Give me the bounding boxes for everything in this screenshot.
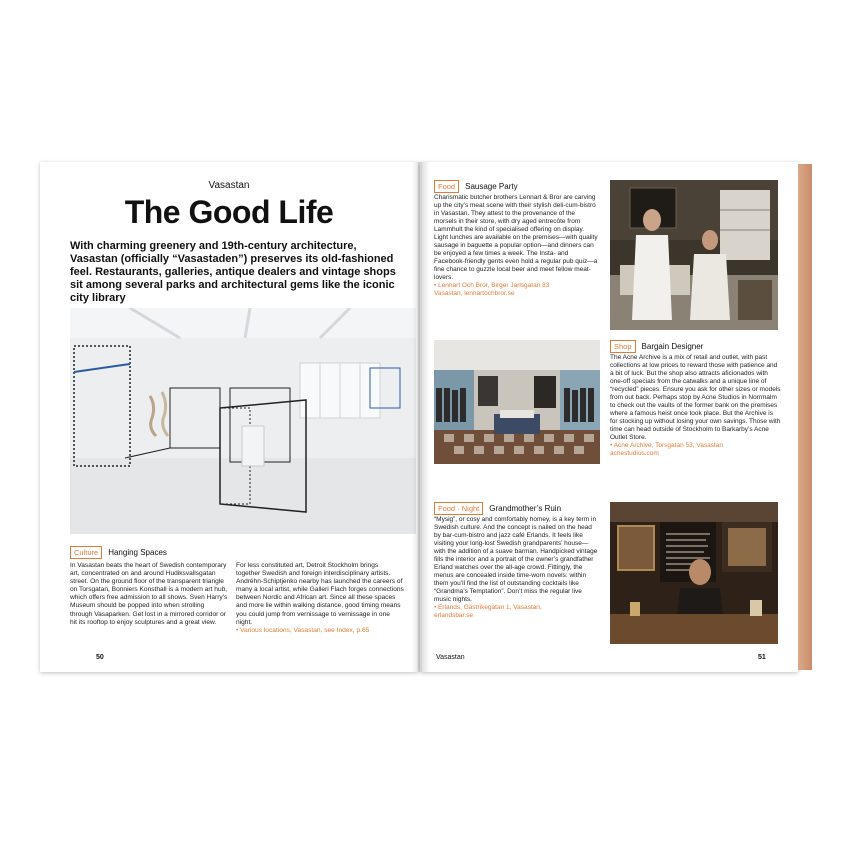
item-1-heading: Sausage Party (465, 182, 518, 191)
item-2-tag: Shop (610, 340, 636, 353)
item-1-header (434, 180, 518, 193)
item-1-tag: Food (434, 180, 459, 193)
item-3-link-address[interactable]: • Erlands, Gästrikegatan 1, Vasastan, (434, 604, 542, 611)
section-kicker: Vasastan (208, 180, 250, 191)
item-3-header (434, 502, 561, 515)
item-3-heading: Grandmother’s Ruin (489, 504, 562, 513)
section-tag: Culture (70, 546, 102, 559)
page-number-right: 51 (758, 654, 766, 661)
item-3-link-site[interactable]: erlandsbar.se (434, 612, 474, 619)
column-1-text: In Vasastan beats the heart of Swedish contemporary art, concentrated on and around Hudiksvallsgatan street. On the ground floor of the transparent triangle on Torsgatan, Bonniers Konsthall is a modern art hub, which offers free admission to all shows. Sven Harry’s Museum should be popped into when strolling through Vasaparken. Get lost in a mirrored corridor or hit its rooftop to enjoy sculptures and a great view. (70, 562, 228, 626)
item-1-body (434, 194, 598, 298)
item-2-heading: Bargain Designer (641, 342, 704, 351)
item-2-body (610, 354, 782, 458)
page-edge (798, 164, 812, 670)
gallery-illustration (70, 308, 416, 534)
page-title: The Good Life (124, 194, 334, 230)
left-page (40, 162, 418, 672)
article-column-1 (70, 562, 228, 627)
venue-link[interactable]: • Various locations, Vasastan, see Index, p.65 (236, 626, 370, 634)
footer-label: Vasastan (436, 654, 465, 661)
bar-illustration (610, 502, 778, 644)
item-2-link-address[interactable]: • Acne Archive, Torsgatan 53, Vasastan (610, 442, 723, 449)
section-header (70, 546, 167, 559)
shop-illustration (434, 340, 600, 464)
item-3-tag: Food · Night (434, 502, 483, 515)
intro-paragraph: With charming greenery and 19th-century architecture, Vasastan (officially “Vasastaden”) preserves its old-fashioned feel. Restaurants, galleries, antique dealers and vintage shops sit among several parks and architectural gems like the iconic city library (70, 240, 396, 304)
item-1-link-address[interactable]: • Lennart Och Bror, Birger Jarlsgatan 83 (434, 282, 550, 289)
gallery-photo (70, 308, 416, 534)
item-2-header (610, 340, 703, 353)
page-number-left: 50 (96, 654, 104, 661)
butcher-photo (610, 180, 778, 330)
article-column-2 (236, 562, 404, 635)
item-1-link-site[interactable]: Vasastan, lennartochbror.se (434, 290, 515, 297)
column-2-text: For less constituted art, Detroit Stockholm brings together Swedish and foreign interdisciplinary artists. Andréhn-Schiptjenko nearby has launched the careers of many a local artist, while Galleri Flach forges connections between Nordic and African art. Since all these spaces and more lie within walking distance, good timing means you could jump from vernissage to vernissage in one night. (236, 562, 404, 626)
item-1-text: Charismatic butcher brothers Lennart & Bror are carving up the city’s meat scene with their stylish deli-cum-bistro in Vasastan. They attest to the provenance of the morsels in their store, with dry aged entrecôte from Lammhult the kind of specialised offering on display. Light lunches are available on the premises—with quality sausage in baguette a popular option—and dinners can be enjoyed a few times a week. The Insta- and Facebook-friendly gents even hold a regular pub quiz—a fine chance to guzzle local beer and meet fellow meat-lovers. (434, 194, 598, 281)
item-2-text: The Acne Archive is a mix of retail and outlet, with past collections at low prices to reward those with patience and a bit of luck. But the shop also attracts aficionados with one-off specials from the catwalks and a unique line of “recycled” pieces. Ensure you ask for other sizes or models from out back. Perhaps stop by Acne Studios in Norrmalm to check out the vaults of the former bank on the premises where a famous heist once took place. But the Archive is for stocking up without losing your own savings. Those with time can head outside of Stockholm to Barkarby’s Acne Outlet Store. (610, 354, 781, 441)
magazine-spread (40, 162, 800, 682)
item-2-link-site[interactable]: acnestudios.com (610, 450, 659, 457)
butcher-illustration (610, 180, 778, 330)
erlands-bar-photo (610, 502, 778, 644)
item-3-text: “Mysig”, or cosy and comfortably homey, is a key term in Swedish culture. And the concept is nailed on the head by bar-cum-bistro and jazz café Erlands. It feels like visiting your long-lost Swedish grandparents’ house—with the addition of a suave barman. Handpicked vintage fills the interior and a portrait of the owner’s grandfather Erland watches over the all-age crowd. Fittingly, the menus are concealed inside time-worn novels: within them you’ll find the list of outstanding cocktails like “Grandma’s Temptation”. Don’t miss the regular live music nights. (434, 516, 598, 603)
acne-archive-photo (434, 340, 600, 464)
item-3-body (434, 516, 598, 620)
section-heading: Hanging Spaces (108, 548, 167, 557)
right-page (420, 162, 798, 672)
